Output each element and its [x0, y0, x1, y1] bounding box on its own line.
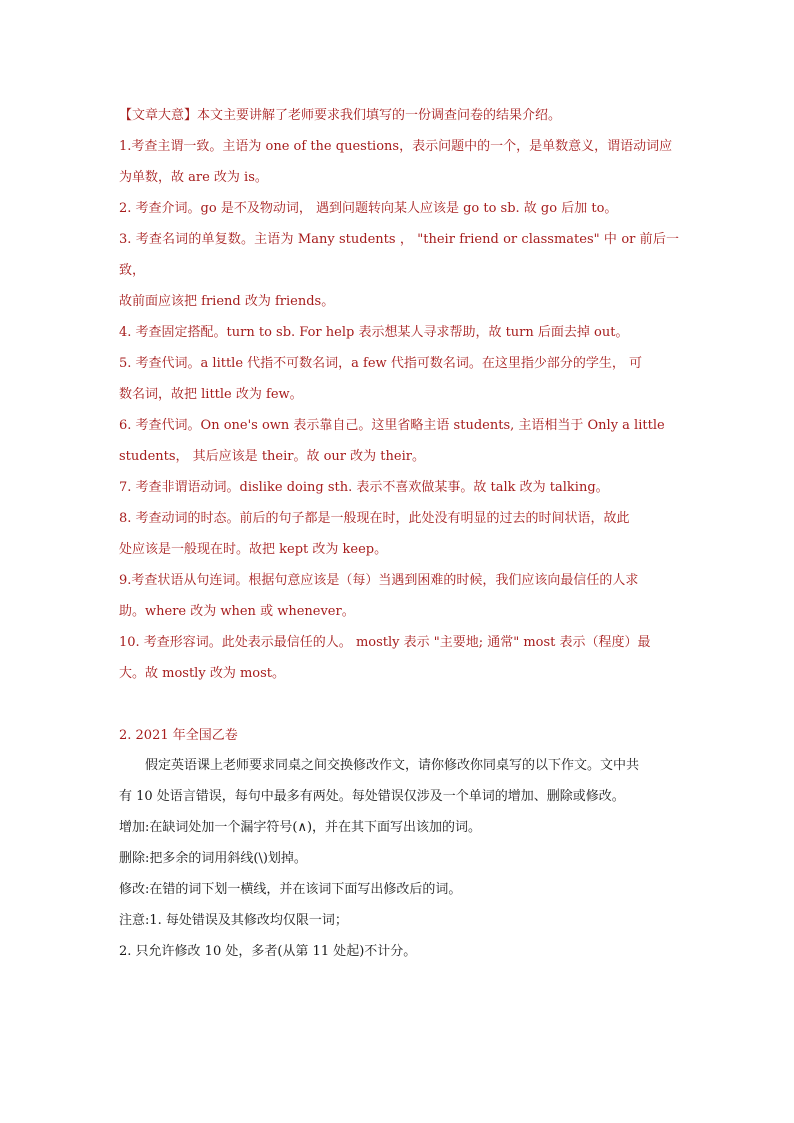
answer-explanation-section — [119, 100, 679, 689]
explanation-line: students， 其后应该是 their。故 our 改为 their。 — [119, 449, 425, 464]
rule-add: 增加:在缺词处加一个漏字符号(∧)，并在其下面写出该加的词。 — [119, 820, 482, 835]
explanation-line: 大。故 mostly 改为 most。 — [119, 666, 285, 681]
note-line: 注意:1. 每处错误及其修改均仅限一词； — [119, 913, 348, 928]
explanation-line: 1.考查主谓一致。主语为 one of the questions，表示问题中的一个，是单数意义，谓语动词应 — [119, 139, 673, 154]
rule-modify: 修改:在错的词下划一横线，并在该词下面写出修改后的词。 — [119, 882, 462, 897]
question-section — [119, 722, 679, 967]
explanation-line: 助。where 改为 when 或 whenever。 — [119, 604, 355, 619]
intro-line: 有 10 处语言错误，每句中最多有两处。每处错误仅涉及一个单词的增加、删除或修改。 — [119, 789, 625, 804]
explanation-line: 9.考查状语从句连词。根据句意应该是（每）当遇到困难的时候，我们应该向最信任的人求 — [119, 573, 639, 588]
explanation-line: 5. 考查代词。a little 代指不可数名词，a few 代指可数名词。在这里指少部分的学生， 可 — [119, 356, 642, 371]
explanation-line: 故前面应该把 friend 改为 friends。 — [119, 294, 335, 309]
note-line: 2. 只允许修改 10 处，多者(从第 11 处起)不计分。 — [119, 944, 417, 959]
explanation-line: 10. 考查形容词。此处表示最信任的人。 mostly 表示 "主要地; 通常" most 表示（程度）最 — [119, 635, 651, 650]
explanation-line: 2. 考查介词。go 是不及物动词， 遇到问题转向某人应该是 go to sb. 故 go 后加 to。 — [119, 201, 618, 216]
explanation-line: 数名词，故把 little 改为 few。 — [119, 387, 303, 402]
explanation-line: 4. 考查固定搭配。turn to sb. For help 表示想某人寻求帮助，故 turn 后面去掉 out。 — [119, 325, 629, 340]
explanation-line: 3. 考查名词的单复数。主语为 Many students ， "their friend or classmates" 中 or 前后一致， — [119, 232, 679, 278]
question-title: 2. 2021 年全国乙卷 — [119, 728, 238, 743]
explanation-lines — [119, 100, 679, 689]
explanation-line: 8. 考查动词的时态。前后的句子都是一般现在时，此处没有明显的过去的时间状语，故此 — [119, 511, 630, 526]
explanation-line: 为单数，故 are 改为 is。 — [119, 170, 268, 185]
rule-delete: 删除:把多余的词用斜线(\)划掉。 — [119, 851, 307, 866]
explanation-line: 7. 考查非谓语动词。dislike doing sth. 表示不喜欢做某事。故 talk 改为 talking。 — [119, 480, 609, 495]
intro-line: 假定英语课上老师要求同桌之间交换修改作文，请你修改你同桌写的以下作文。文中共 — [145, 758, 640, 773]
explanation-line: 处应该是一般现在时。故把 kept 改为 keep。 — [119, 542, 388, 557]
explanation-line: 【文章大意】本文主要讲解了老师要求我们填写的一份调查问卷的结果介绍。 — [119, 108, 562, 123]
explanation-line: 6. 考查代词。On one's own 表示靠自己。这里省略主语 students, 主语相当于 Only a little — [119, 418, 665, 433]
